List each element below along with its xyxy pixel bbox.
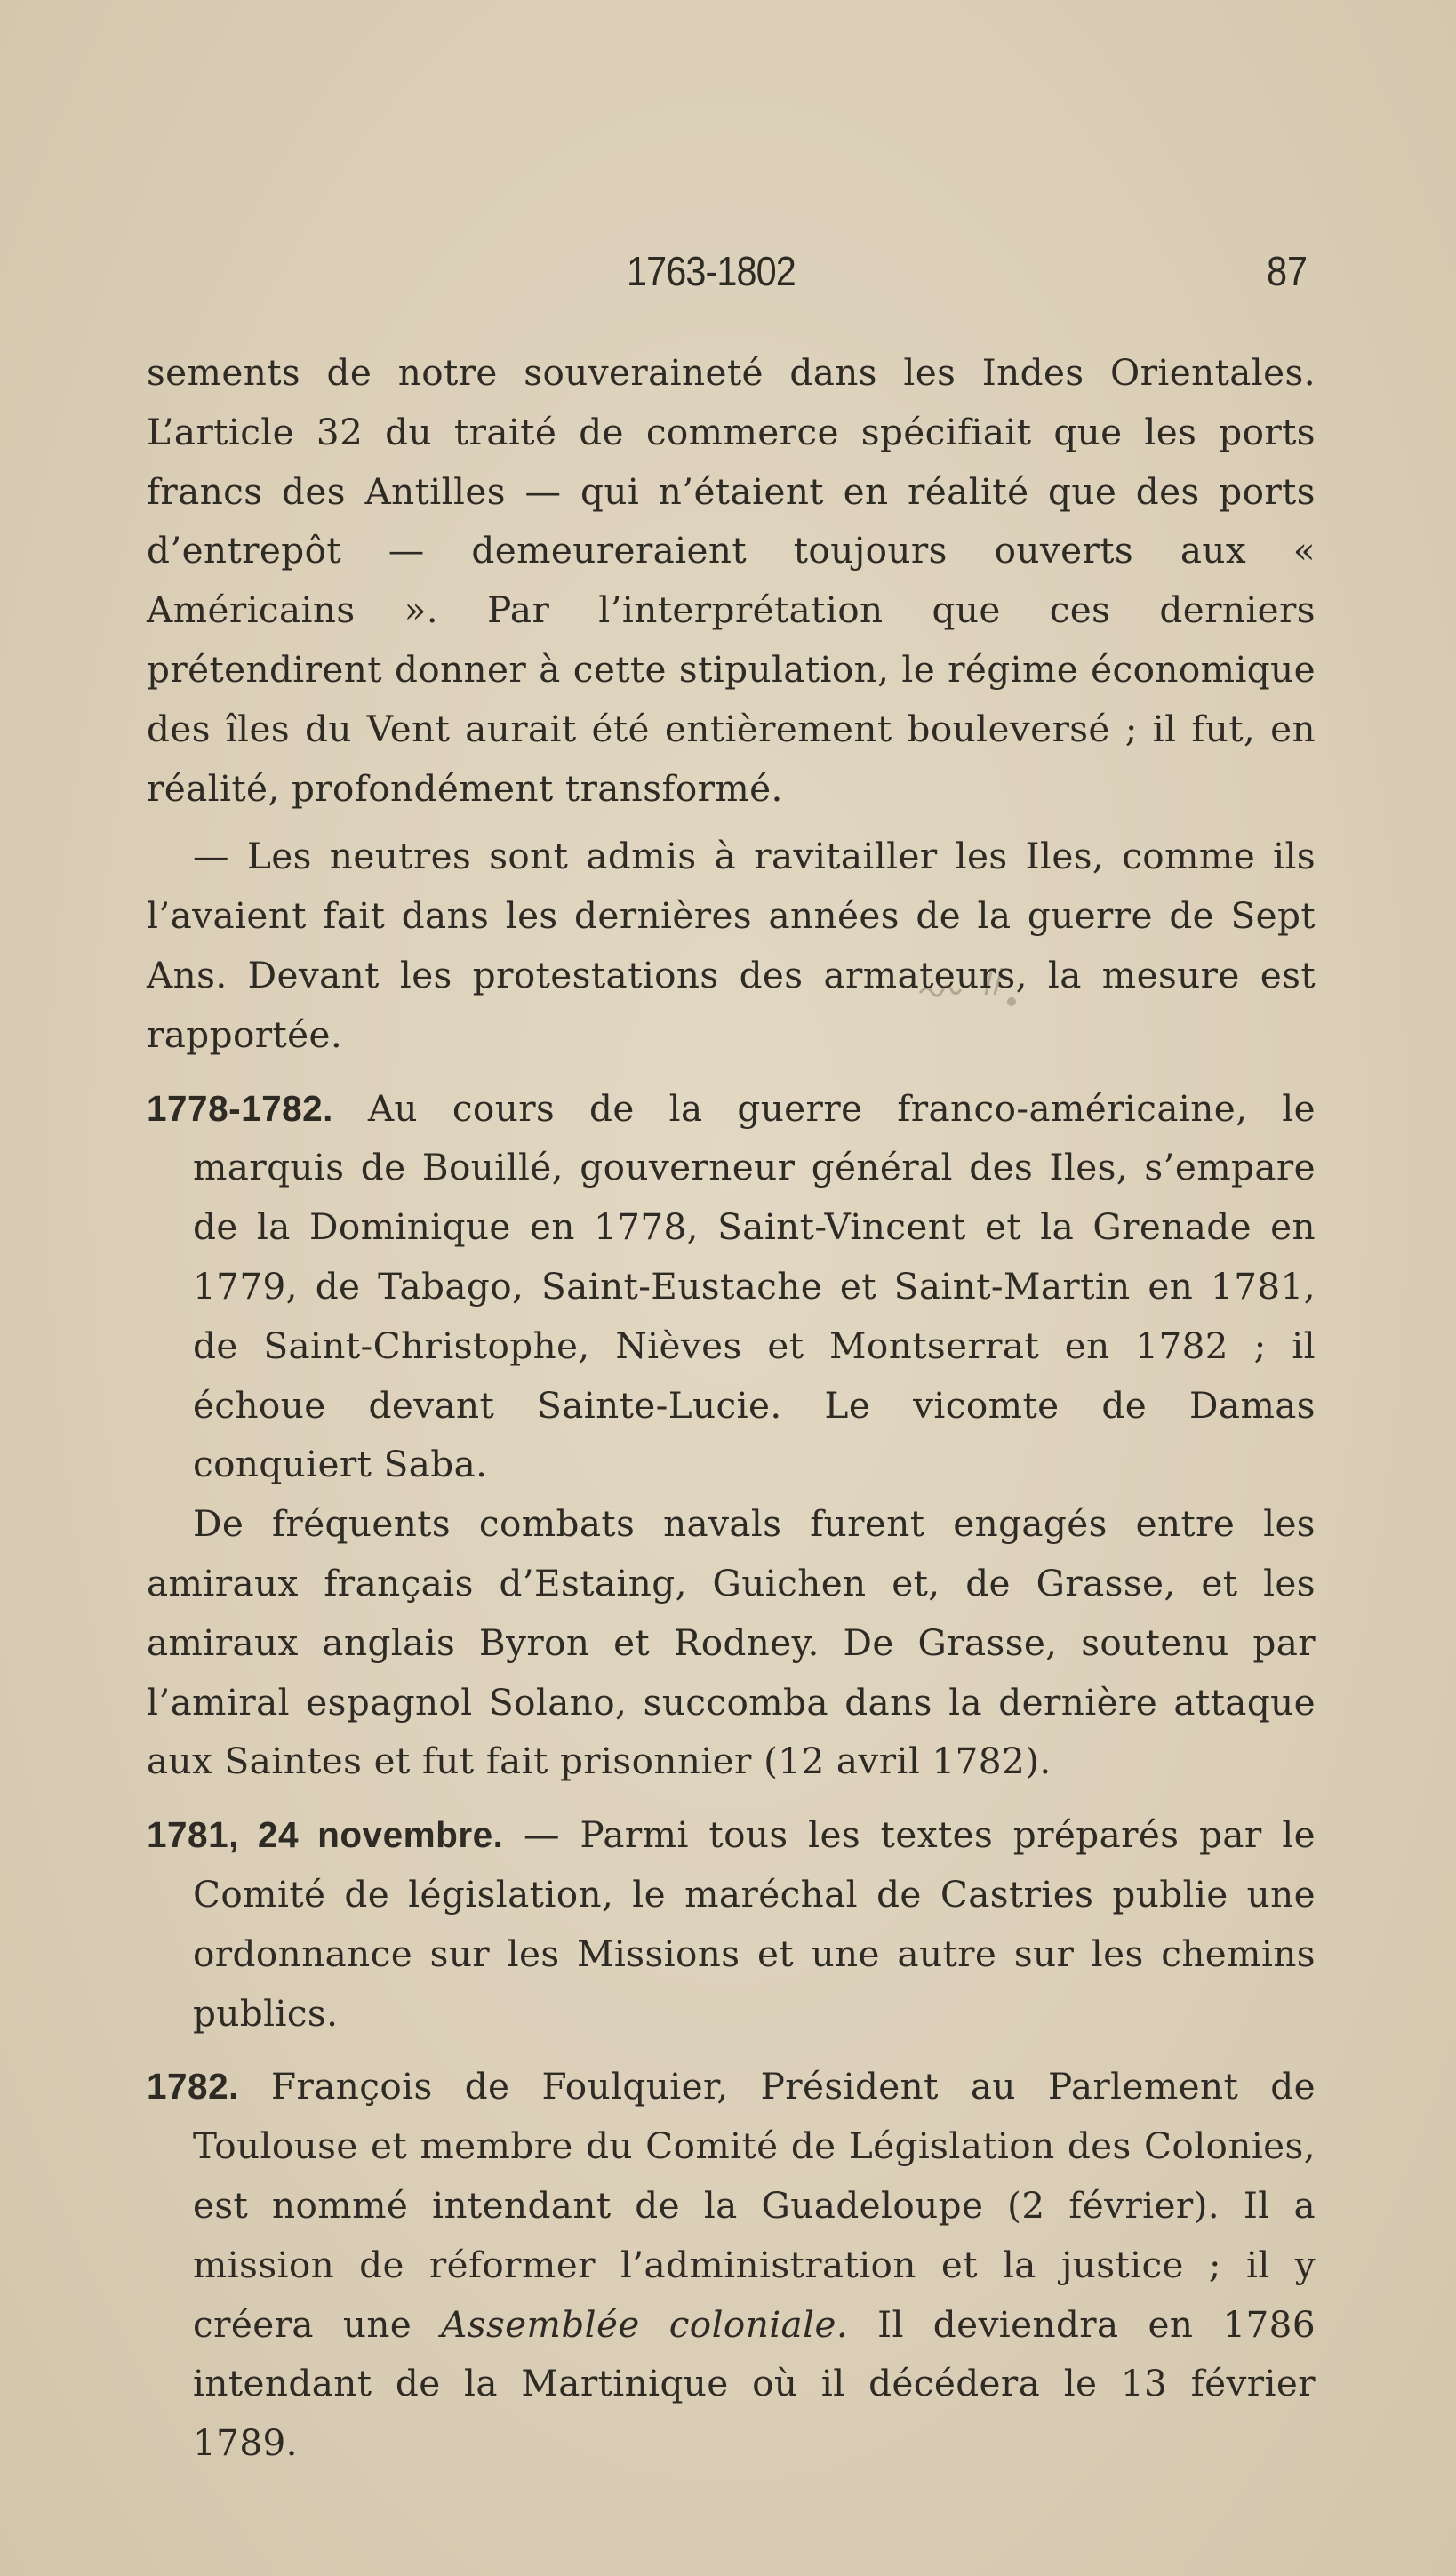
italic-term: Assemblée coloniale.: [441, 2302, 849, 2346]
paragraph: — Les neutres sont admis à ravitailler les Iles, comme ils l’avaient fait dans les dernières années de la guerre de Sept Ans. Devant les protestations des armateurs, la mesure est rapportée.: [147, 835, 1316, 1056]
chronology-entry: [147, 2057, 1316, 2473]
running-title: 1763-1802: [627, 248, 796, 294]
entry-date: 1778-1782.: [147, 1087, 333, 1129]
chronology-entry: [147, 1805, 1316, 2043]
page-number: 87: [1267, 248, 1308, 294]
entry-date: 1781, 24 novembre.: [147, 1814, 504, 1856]
entry-text: — Parmi tous les textes préparés par le Comité de législation, le maréchal de Castries publie une ordonnance sur les Missions et une autre sur les chemins publics.: [193, 1813, 1316, 2035]
running-header: [0, 247, 1456, 300]
entry-text: Au cours de la guerre franco-américaine, le marquis de Bouillé, gouverneur général des Iles, s’empare de la Dominique en 1778, Saint-Vincent et la Grenade en 1779, de Tabago, Saint-Eustache et Saint-Martin en 1781, de Saint-Christophe, Nièves et Montserrat en 1782 ; il échoue devant Sainte-Lucie. Le vicomte de Damas conquiert Saba.: [193, 1086, 1316, 1486]
paragraph: De fréquents combats navals furent engagés entre les amiraux français d’Estaing, Guichen et, de Grasse, et les amiraux anglais Byron et Rodney. De Grasse, soutenu par l’amiral espagnol Solano, succomba dans la dernière attaque aux Saintes et fut fait prisonnier (12 avril 1782).: [147, 1502, 1316, 1783]
paragraph: sements de notre souveraineté dans les Indes Orientales. L’article 32 du traité de commerce spécifiait que les ports francs des Antilles — qui n’étaient en réalité que des ports d’entrepôt — demeureraient toujours ouverts aux « Américains ». Par l’interprétation que ces derniers prétendirent donner à cette stipulation, le régime économique des îles du Vent aurait été entièrement bouleversé ; il fut, en réalité, profondément transformé.: [147, 351, 1316, 810]
body-text: [147, 343, 1316, 2473]
entry-text: François de Foulquier, Président au Parlement de Toulouse et membre du Comité de Législation des Colonies, est nommé intendant de la Guadeloupe (2 février). Il a mission de réformer l’administration et la justice ; il y créera une: [193, 2065, 1316, 2346]
entry-text: Il deviendra en 1786 intendant de la Martinique où il décédera le 13 février 1789.: [193, 2302, 1316, 2465]
entry-date: 1782.: [147, 2066, 239, 2108]
chronology-entry: [147, 1079, 1316, 1495]
